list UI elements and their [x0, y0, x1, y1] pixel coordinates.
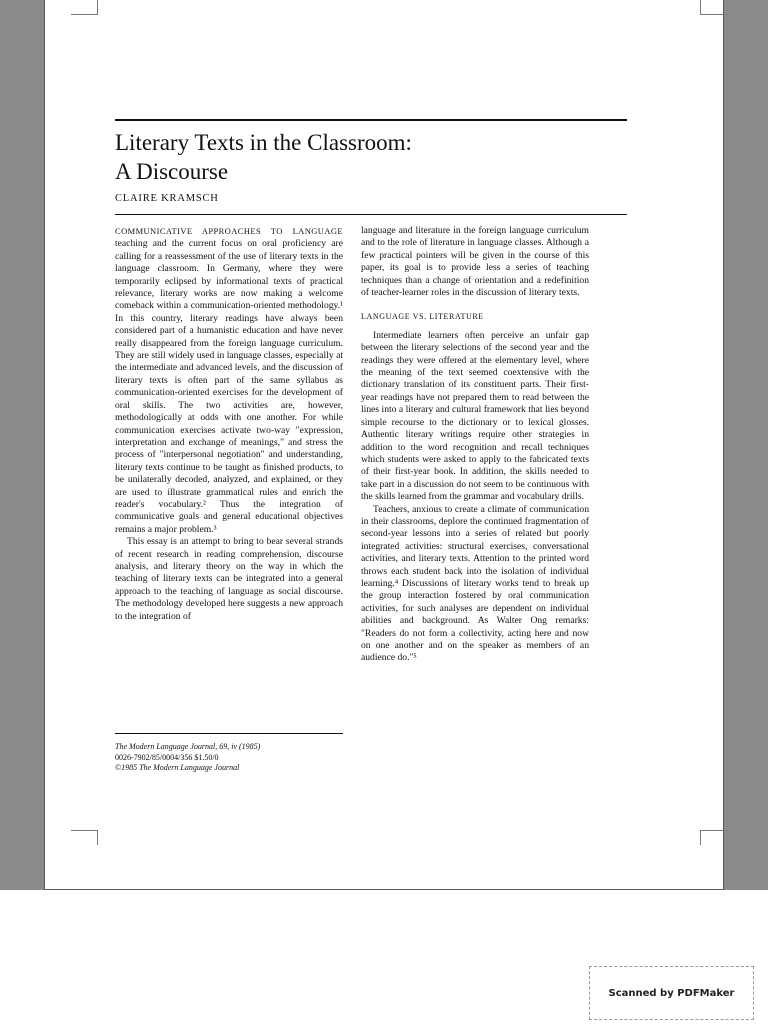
scanner-watermark-text: Scanned by PDFMaker: [608, 987, 735, 999]
title-line-1: Literary Texts in the Classroom:: [115, 130, 412, 155]
journal-footnote: [115, 742, 343, 774]
crop-mark-bottom-left: [71, 830, 98, 845]
right-column: [361, 225, 589, 665]
right-paragraph-2: Intermediate learners often perceive an unfair gap between the literary selections of the second year and the readings they were offered at the elementary level, where the meaning of the text seemed coextensive with the dictionary translation of its constituent parts. Their first-year readings have not prepared them to read between the lines into a literary and cultural framework that lies beyond simple recourse to the dictionary or to lexical glosses. Authentic literary writings require other strategies in addition to the word recognition and recall techniques which students were asked to apply to the fabricated texts of their first-year book. In addition, the skills needed to take part in a discussion do not seem to be continuous with the skills learned from the grammar and vocabulary drills.: [361, 329, 589, 503]
title-bottom-rule: [115, 214, 627, 215]
footnote-line-3: ©1985 The Modern Language Journal: [115, 763, 240, 772]
author-name: CLAIRE KRAMSCH: [115, 193, 219, 204]
left-paragraph-1: [115, 225, 343, 536]
left-paragraph-2: This essay is an attempt to bring to bear several strands of recent research in reading comprehension, discourse analysis, and literary theory on the way in which the teaching of literary texts can be integrated into a general approach to the teaching of language as social discourse. The methodology developed here suggests a new approach to the integration of: [115, 536, 343, 622]
footnote-line-1: The Modern Language Journal, 69, iv (1985): [115, 742, 261, 751]
crop-mark-top-right: [700, 0, 724, 15]
right-paragraph-1: language and literature in the foreign language curriculum and to the role of literature in language classes. Although a few practical pointers will be given in the course of this paper, its goal is to provide less a series of teaching techniques than a change of orientation and a redefinition of teacher-learner roles in the discussion of literary texts.: [361, 225, 589, 299]
left-column: [115, 225, 343, 623]
left-paragraph-1-body: teaching and the current focus on oral proficiency are calling for a reassessment of the use of literary texts in the language classroom. In Germany, where they were temporarily eclipsed by informational texts of practical relevance, literary works are now making a welcome comeback within a communication-oriented methodology.¹ In this country, literary readings have always been considered part of a humanistic education and have never really disappeared from the foreign language curriculum. They are still widely used in language classes, especially at the intermediate and advanced levels, and the discussion of literary texts is often part of the same syllabus as communication-oriented exercises for the development of oral skills. The two activities are, however, methodologically at odds with one another. For while communication exercises activate two-way "expression, interpretation and exchange of meanings," and stress the process of "interpersonal negotiation" and understanding, literary texts continue to be taught as finished products, to be unilaterally decoded, analyzed, and explained, or they are used to illustrate grammatical rules and enrich the reader's vocabulary.² Thus the integration of communicative goals and general educational objectives remains a major problem.³: [115, 238, 343, 535]
footnote-line-2: 0026-7902/85/0004/356 $1.50/0: [115, 752, 219, 762]
crop-mark-top-left: [71, 0, 98, 15]
title-top-rule: [115, 119, 627, 121]
footnote-rule: [115, 733, 343, 734]
article-title: [115, 128, 627, 186]
section-heading: LANGUAGE VS. LITERATURE: [361, 312, 484, 322]
crop-mark-bottom-right: [700, 830, 724, 845]
right-paragraph-3: Teachers, anxious to create a climate of communication in their classrooms, deplore the continued fragmentation of second-year lessons into a series of related but poorly integrated activities: structural exercises, conversational activities, and literary texts. Attention to the printed word throws each student back into the isolation of individual learning.⁴ Discussions of literary works tend to break up the group interaction fostered by oral communication activities, for such analyses are dependent on individual abilities and background. As Walter Ong remarks: "Readers do not form a collectivity, acting here and now on one another and on the speaker as members of an audience do."⁵: [361, 503, 589, 664]
title-line-2: A Discourse: [115, 159, 229, 184]
scanner-watermark: [589, 966, 754, 1020]
lead-in-small-caps: COMMUNICATIVE APPROACHES TO LANGUAGE: [115, 226, 343, 236]
